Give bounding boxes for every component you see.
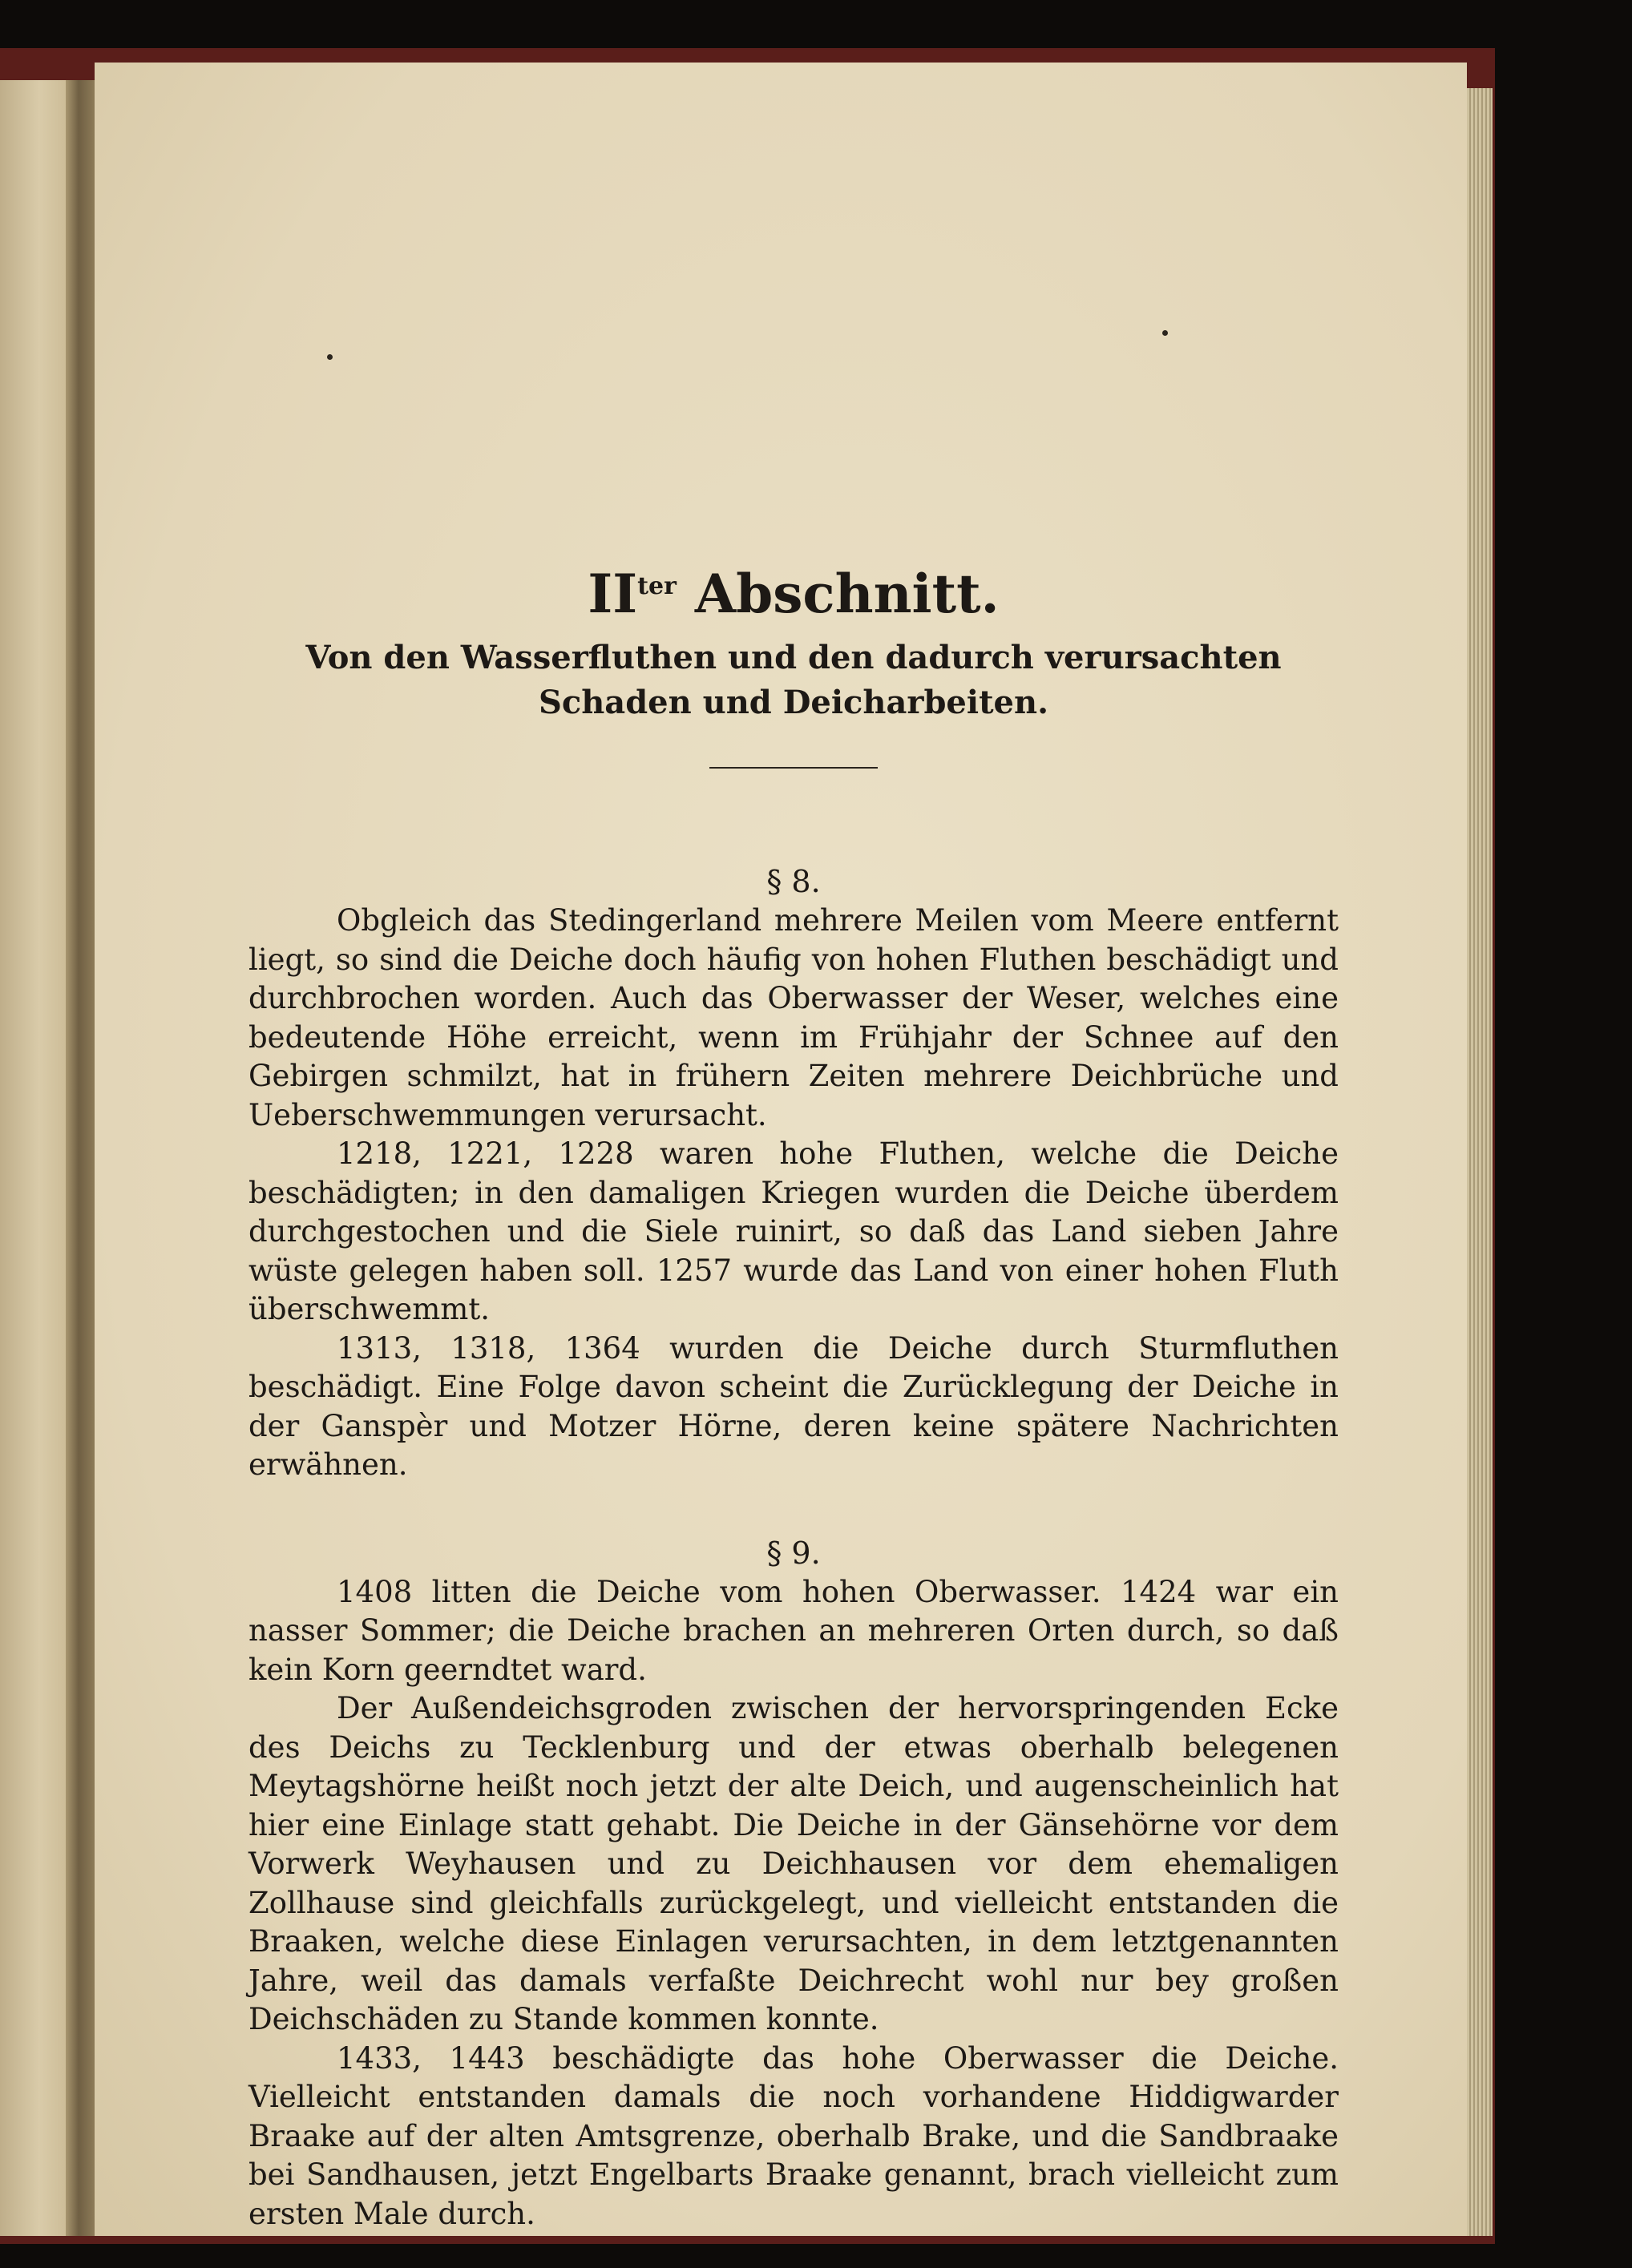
book-gutter [66,80,95,2236]
paragraph: Der Außendeichsgroden zwischen der hervorspringenden Ecke des Deichs zu Tecklenburg und der etwas oberhalb belegenen Meytagshörne heißt noch jetzt der alte Deich, und augenscheinlich hat hier eine Einlage statt gehabt. Die Deiche in der Gänsehörne vor dem Vorwerk Weyhausen und zu Deichhausen vor dem ehemaligen Zollhause sind gleichfalls zurückgelegt, und vielleicht entstanden die Braaken, welche diese Einlagen verursachten, in dem letztgenannten Jahre, weil das damals verfaßte Deichrecht wohl nur bey großen Deichschäden zu Stande kommen konnte. [248,1691,1339,2036]
chapter-heading [248,553,1339,628]
chapter-numeral-suffix: ter [637,572,677,600]
page-stack-edge [1467,88,1493,2236]
left-page-edge [0,80,66,2236]
paragraph: 1408 litten die Deiche vom hohen Oberwasser. 1424 war ein nasser Sommer; die Deiche brachen an mehreren Orten durch, so daß kein Korn geerndtet ward. [248,1574,1339,1687]
section-mark-9: § 9. [766,1535,821,1571]
chapter-title-word: Abschnitt. [694,563,1000,625]
page-text [248,553,1339,2234]
chapter-numeral: II [588,563,638,625]
paragraph: 1218, 1221, 1228 waren hohe Fluthen, welche die Deiche beschädigten; in den damaligen Kriegen wurden die Deiche überdem durchgestochen und die Siele ruinirt, so daß das Land sieben Jahre wüste gelegen haben soll. 1257 wurde das Land von einer hohen Fluth überschwemmt. [248,1136,1339,1326]
printed-dot [327,354,333,360]
printed-dot [1162,330,1168,336]
section-mark-8: § 8. [766,864,821,899]
divider-rule [709,767,878,769]
paragraph: 1313, 1318, 1364 wurden die Deiche durch Sturmfluthen beschädigt. Eine Folge davon scheint die Zurücklegung der Deiche in der Ganspèr und Motzer Hörne, deren keine spätere Nachrichten erwähnen. [248,1330,1339,1482]
chapter-subtitle: Von den Wasserfluthen und den dadurch verursachten Schaden und Deicharbeiten. [305,639,1282,721]
paragraph: 1433, 1443 beschädigte das hohe Oberwasser die Deiche. Vielleicht entstanden damals die noch vorhandene Hiddigwarder Braake auf der alten Amtsgrenze, oberhalb Brake, und die Sandbraake bei Sandhausen, jetzt Engelbarts Braake genannt, brach vielleicht zum ersten Male durch. [248,2040,1339,2231]
paragraph: Obgleich das Stedingerland mehrere Meilen vom Meere entfernt liegt, so sind die Deiche doch häufig von hohen Fluthen beschädigt und durchbrochen worden. Auch das Oberwasser der Weser, welches eine bedeutende Höhe erreicht, wenn im Frühjahr der Schnee auf den Gebirgen schmilzt, hat in frühern Zeiten mehrere Deichbrüche und Ueberschwemmungen verursacht. [248,903,1339,1132]
